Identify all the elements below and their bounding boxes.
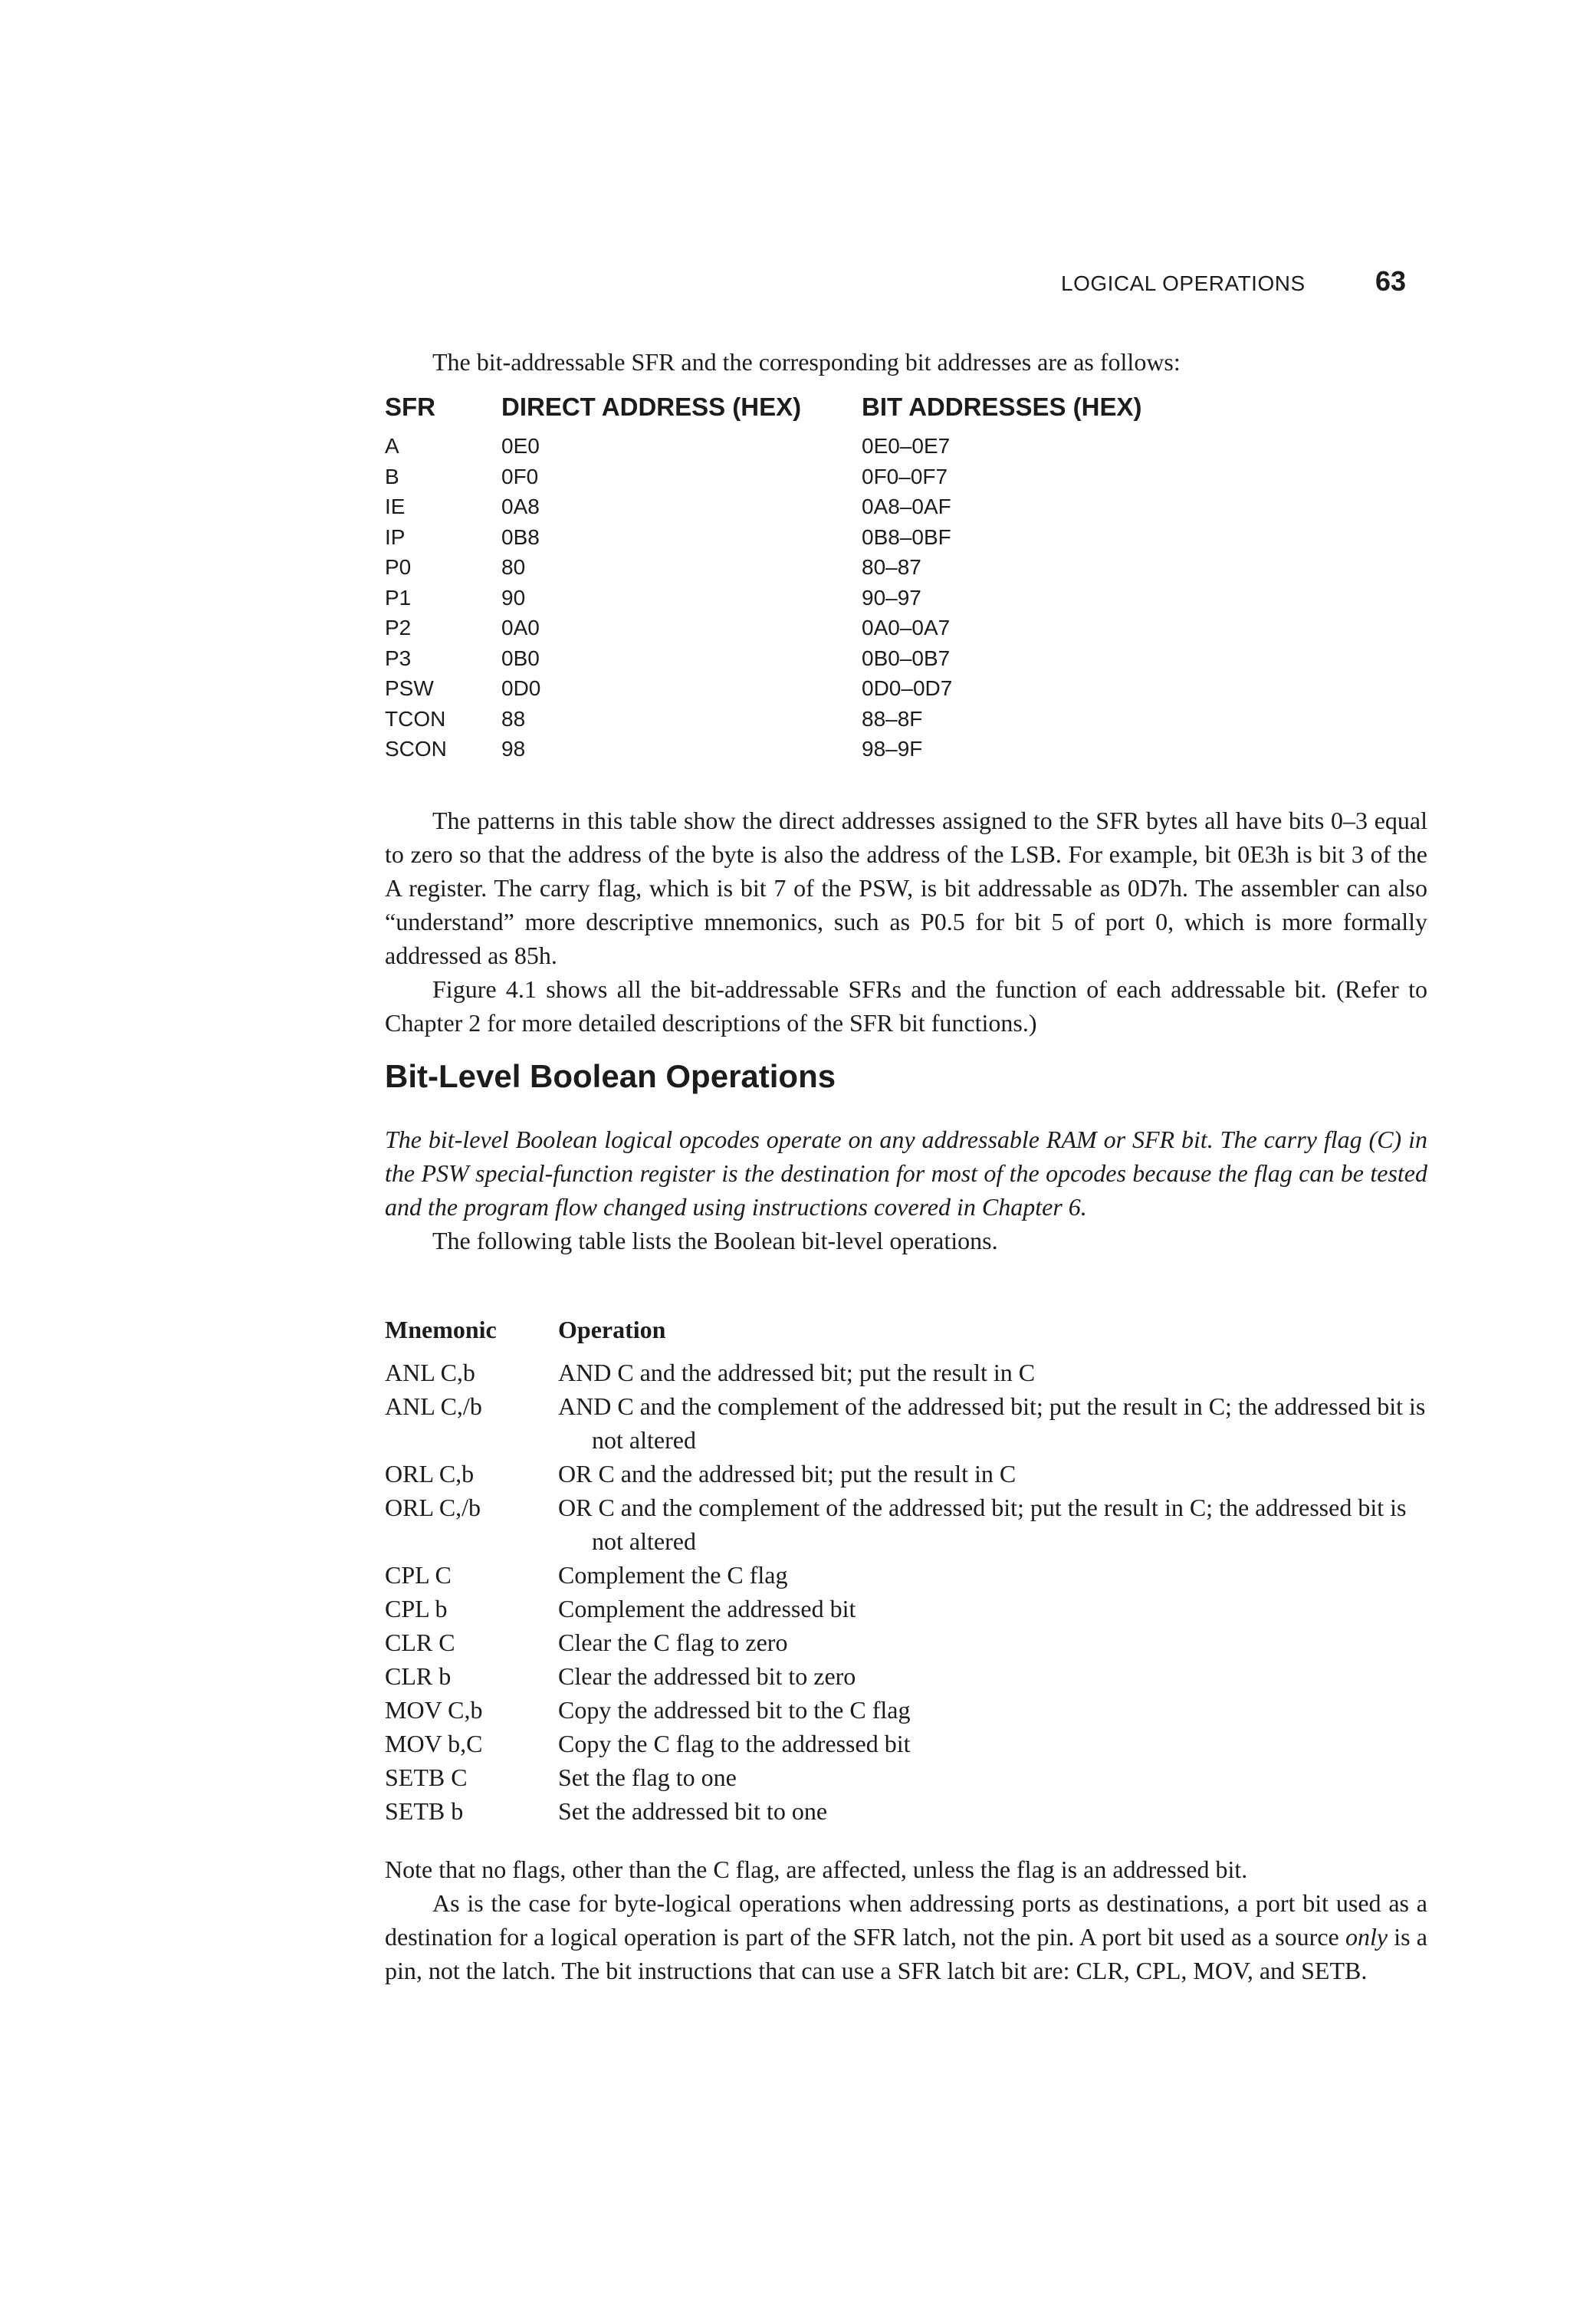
emphasis-text: only (1345, 1923, 1388, 1951)
sfr-header-bit-addresses: BIT ADDRESSES (HEX) (862, 393, 1142, 421)
sfr-cell-direct-address: 0A8 (501, 495, 540, 518)
ops-cell-mnemonic: SETB b (385, 1797, 464, 1825)
ops-cell-mnemonic: ORL C,/b (385, 1494, 481, 1521)
ops-cell-operation: Complement the addressed bit (558, 1595, 856, 1622)
table-row (385, 737, 1427, 768)
paragraph: Note that no flags, other than the C flag, are affected, unless the flag is an addressed bit. (385, 1856, 1248, 1883)
paragraph: The patterns in this table show the direct addresses assigned to the SFR bytes all have bits 0–3 equal to zero so that the address of the byte is also the address of the LSB. For example, bit 0E3h is bit 3 of the A register. The carry flag, which is bit 7 of the PSW, is bit addressable as 0D7h. The assembler can also “understand” more descriptive mnemonics, such as P0.5 for bit 5 of port 0, which is more formally addressed as 85h. (385, 807, 1427, 969)
sfr-cell-direct-address: 0A0 (501, 616, 540, 639)
paragraph-text: The bit-level Boolean logical opcodes operate on any addressable RAM or SFR bit. The carry flag (C) in the PSW special-function register is the destination for most of the opcodes because the flag can be tested and the program flow changed using instructions covered in Chapter 6. (385, 1126, 1427, 1221)
ops-cell-mnemonic: SETB C (385, 1764, 468, 1791)
sfr-cell-bit-addresses: 0E0–0E7 (862, 434, 951, 458)
ops-cell-mnemonic: CLR C (385, 1629, 455, 1656)
sfr-cell-name: P3 (385, 646, 412, 670)
table-row (385, 1693, 1427, 1727)
ops-cell-operation: Set the flag to one (558, 1764, 737, 1791)
ops-cell-operation: AND C and the complement of the addressed bit; put the result in C; the addressed bit is not altered (558, 1392, 1426, 1454)
sfr-cell-bit-addresses: 0A0–0A7 (862, 616, 951, 639)
table-row (385, 707, 1427, 738)
intro-text: The bit-addressable SFR and the corresponding bit addresses are as follows: (432, 348, 1181, 376)
paragraph-text: As is the case for byte-logical operations when addressing ports as destinations, a port bit used as a destination for a logical operation is part of the SFR latch, not the pin. A port bit used as a source (385, 1889, 1427, 1951)
explanation-paragraphs (385, 804, 1427, 1040)
ops-cell-mnemonic: MOV b,C (385, 1730, 483, 1757)
ops-cell-operation: OR C and the addressed bit; put the result in C (558, 1460, 1017, 1487)
table-row (385, 586, 1427, 616)
table-row (385, 1389, 1427, 1457)
ops-header-operation: Operation (558, 1316, 666, 1343)
table-row (385, 616, 1427, 646)
boolean-operations-table (385, 1313, 1427, 1828)
sfr-cell-direct-address: 80 (501, 555, 526, 579)
ops-cell-operation: Clear the C flag to zero (558, 1629, 788, 1656)
sfr-cell-bit-addresses: 0D0–0D7 (862, 676, 953, 700)
ops-cell-mnemonic: CLR b (385, 1662, 452, 1690)
sfr-cell-direct-address: 0D0 (501, 676, 541, 700)
ops-cell-operation: Copy the addressed bit to the C flag (558, 1696, 911, 1724)
section-heading: Bit-Level Boolean Operations (385, 1058, 836, 1094)
table-row (385, 1760, 1427, 1794)
sfr-cell-name: P2 (385, 616, 412, 639)
sfr-cell-direct-address: 98 (501, 737, 526, 761)
table-row (385, 1625, 1427, 1659)
table-row (385, 555, 1427, 586)
paragraph-text: is a pin, not the latch. The bit instructions that can use a SFR latch bit are: CLR, CPL, MOV, and SETB. (385, 1923, 1428, 1984)
sfr-table (385, 393, 1427, 768)
sfr-cell-bit-addresses: 0A8–0AF (862, 495, 951, 518)
table-row (385, 434, 1427, 465)
sfr-cell-bit-addresses: 0B8–0BF (862, 524, 951, 549)
table-row (385, 1491, 1427, 1558)
sfr-cell-bit-addresses: 98–9F (862, 737, 923, 761)
table-row (385, 1592, 1427, 1625)
ops-cell-mnemonic: CPL b (385, 1595, 448, 1622)
ops-cell-operation: Set the addressed bit to one (558, 1797, 828, 1825)
ops-cell-operation: OR C and the complement of the addressed bit; put the result in C; the addressed bit is not altered (558, 1494, 1407, 1555)
ops-cell-operation: Complement the C flag (558, 1561, 788, 1589)
header-title: LOGICAL OPERATIONS (1061, 271, 1306, 295)
section-intro-paragraphs (385, 1123, 1427, 1257)
paragraph: Figure 4.1 shows all the bit-addressable SFRs and the function of each addressable bit. (Refer to Chapter 2 for more detailed descriptions of the SFR bit functions.) (385, 975, 1427, 1037)
ops-header-mnemonic: Mnemonic (385, 1316, 497, 1343)
sfr-cell-direct-address: 88 (501, 706, 526, 731)
paragraph: The following table lists the Boolean bit-level operations. (432, 1227, 998, 1254)
sfr-cell-bit-addresses: 0B0–0B7 (862, 646, 951, 670)
table-row (385, 1659, 1427, 1693)
ops-cell-mnemonic: MOV C,b (385, 1696, 483, 1724)
paragraph (385, 1123, 1427, 1224)
closing-paragraphs (385, 1852, 1427, 1987)
sfr-cell-name: TCON (385, 706, 446, 731)
sfr-cell-bit-addresses: 90–97 (862, 585, 921, 610)
ops-cell-operation: Clear the addressed bit to zero (558, 1662, 856, 1690)
table-row (385, 646, 1427, 677)
ops-cell-mnemonic: CPL C (385, 1561, 452, 1589)
page-number: 63 (1375, 265, 1406, 297)
sfr-cell-name: IE (385, 495, 406, 518)
sfr-cell-name: SCON (385, 737, 447, 761)
ops-cell-operation: Copy the C flag to the addressed bit (558, 1730, 911, 1757)
sfr-cell-name: IP (385, 524, 406, 549)
ops-cell-operation: AND C and the addressed bit; put the result in C (558, 1359, 1036, 1386)
ops-cell-mnemonic: ANL C,b (385, 1359, 475, 1386)
ops-cell-mnemonic: ORL C,b (385, 1460, 475, 1487)
table-row (385, 1727, 1427, 1760)
sfr-cell-name: P1 (385, 585, 412, 610)
sfr-header-direct-address: DIRECT ADDRESS (HEX) (501, 393, 802, 421)
sfr-cell-bit-addresses: 88–8F (862, 706, 923, 731)
sfr-cell-name: P0 (385, 555, 412, 579)
sfr-cell-name: B (385, 464, 399, 488)
sfr-header-sfr: SFR (385, 393, 435, 421)
sfr-cell-name: PSW (385, 676, 434, 700)
paragraph (385, 1886, 1427, 1987)
ops-table-header (385, 1313, 1427, 1356)
table-row (385, 495, 1427, 525)
sfr-cell-direct-address: 0F0 (501, 464, 539, 488)
table-row (385, 1356, 1427, 1389)
sfr-cell-name: A (385, 434, 399, 458)
ops-cell-mnemonic: ANL C,/b (385, 1392, 482, 1420)
sfr-cell-direct-address: 0B8 (501, 524, 540, 549)
sfr-cell-direct-address: 90 (501, 585, 526, 610)
sfr-cell-bit-addresses: 0F0–0F7 (862, 464, 948, 488)
table-row (385, 676, 1427, 707)
sfr-cell-direct-address: 0E0 (501, 434, 540, 458)
sfr-cell-bit-addresses: 80–87 (862, 555, 921, 579)
table-row (385, 525, 1427, 556)
running-header (1061, 265, 1406, 304)
table-row (385, 1794, 1427, 1828)
sfr-table-header (385, 393, 1427, 434)
ops-table-body (385, 1356, 1427, 1828)
sfr-table-body (385, 434, 1427, 768)
table-row (385, 1457, 1427, 1491)
sfr-cell-direct-address: 0B0 (501, 646, 540, 670)
table-row (385, 1558, 1427, 1592)
table-row (385, 465, 1427, 495)
